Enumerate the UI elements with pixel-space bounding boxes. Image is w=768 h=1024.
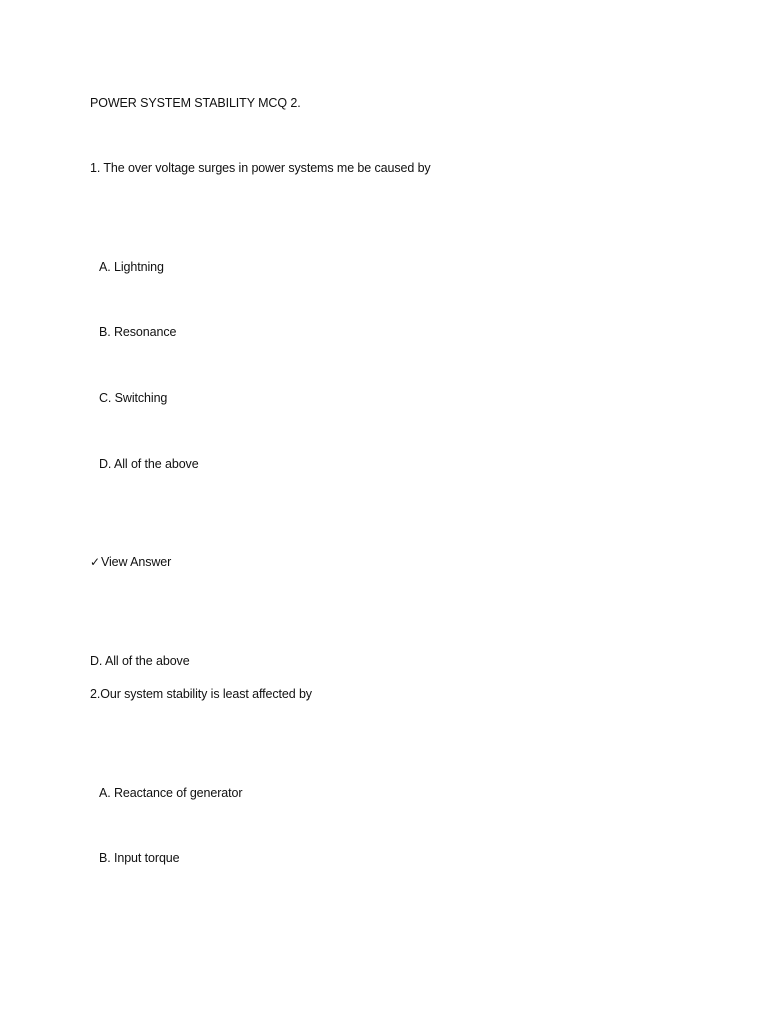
- question-1-option-d: D. All of the above: [99, 457, 199, 471]
- question-1-option-a: A. Lightning: [99, 260, 164, 274]
- question-1-answer: D. All of the above: [90, 654, 190, 668]
- view-answer-link[interactable]: [90, 554, 171, 570]
- question-1-option-c: C. Switching: [99, 391, 168, 405]
- document-title: POWER SYSTEM STABILITY MCQ 2.: [90, 96, 301, 110]
- question-2-option-a: A. Reactance of generator: [99, 786, 243, 800]
- question-2-option-b: B. Input torque: [99, 851, 180, 865]
- question-1-prompt: 1. The over voltage surges in power systems me be caused by: [90, 161, 431, 175]
- check-mark-icon: ✓: [90, 555, 100, 569]
- view-answer-label: View Answer: [100, 555, 172, 569]
- question-1-option-b: B. Resonance: [99, 325, 177, 339]
- question-2-prompt: 2.Our system stability is least affected by: [90, 687, 312, 701]
